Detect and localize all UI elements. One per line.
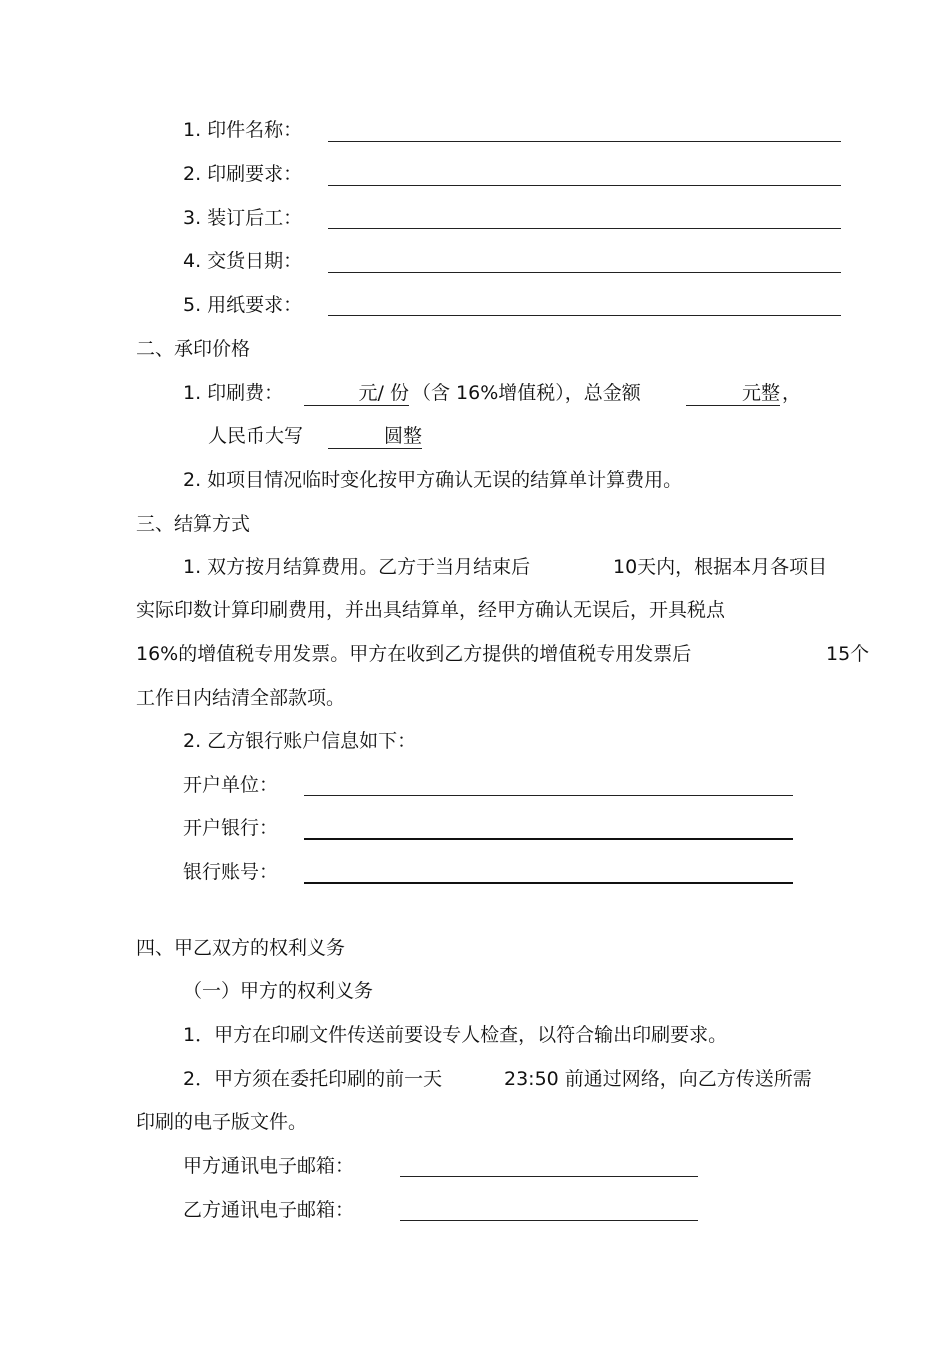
bank-name-field[interactable] — [304, 838, 793, 840]
comma-text: ， — [782, 382, 802, 404]
account-holder-label: 开户单位： — [183, 774, 279, 796]
print-fee-label: 1. 印刷费： — [183, 382, 284, 404]
binding-field[interactable] — [328, 228, 841, 229]
rmb-label: 人民币大写 — [208, 425, 304, 447]
item-delivery-date-label: 4. 交货日期： — [183, 250, 303, 272]
item-print-requirements-label: 2. 印刷要求： — [183, 163, 303, 185]
rights-item-2-a: 2．甲方须在委托印刷的前一天 — [183, 1068, 443, 1090]
settlement-p1-line3-b: 15个 — [826, 643, 870, 665]
item-print-name-label: 1. 印件名称： — [183, 119, 303, 141]
section-heading-price: 二、承印价格 — [136, 338, 251, 360]
bank-info-intro: 2. 乙方银行账户信息如下： — [183, 730, 417, 752]
settlement-p1-line1-b: 10天内，根据本月各项目 — [613, 556, 828, 578]
account-number-label: 银行账号： — [183, 861, 279, 883]
unit-price-field[interactable]: 元/ 份 — [304, 381, 409, 406]
tax-note: （含 16%增值税），总金额 — [412, 382, 641, 404]
party-b-email-label: 乙方通讯电子邮箱： — [183, 1199, 355, 1221]
print-requirements-field[interactable] — [328, 185, 841, 186]
item-binding-label: 3. 装订后工： — [183, 207, 303, 229]
item-paper-requirements-label: 5. 用纸要求： — [183, 294, 303, 316]
price-item-2: 2. 如项目情况临时变化按甲方确认无误的结算单计算费用。 — [183, 469, 683, 491]
settlement-p1-line2: 实际印数计算印刷费用，并出具结算单，经甲方确认无误后，开具税点 — [136, 599, 726, 621]
party-b-email-field[interactable] — [400, 1220, 698, 1221]
section-heading-settlement: 三、结算方式 — [136, 513, 251, 535]
print-name-field[interactable] — [328, 141, 841, 142]
paper-requirements-field[interactable] — [328, 315, 841, 316]
settlement-p1-line4: 工作日内结清全部款项。 — [136, 687, 346, 709]
rights-item-1: 1．甲方在印刷文件传送前要设专人检查，以符合输出印刷要求。 — [183, 1024, 728, 1046]
account-holder-field[interactable] — [304, 795, 793, 796]
section-heading-rights: 四、甲乙双方的权利义务 — [136, 937, 346, 959]
settlement-p1-line3-a: 16%的增值税专用发票。甲方在收到乙方提供的增值税专用发票后 — [136, 643, 692, 665]
rmb-amount-field[interactable]: 圆整 — [328, 424, 422, 449]
bank-name-label: 开户银行： — [183, 817, 279, 839]
delivery-date-field[interactable] — [328, 272, 841, 273]
rights-item-2-b: 23:50 前通过网络，向乙方传送所需 — [504, 1068, 812, 1090]
account-number-field[interactable] — [304, 882, 793, 884]
party-a-email-field[interactable] — [400, 1176, 698, 1177]
rights-item-2-line2: 印刷的电子版文件。 — [136, 1111, 308, 1133]
party-a-rights-subheading: （一）甲方的权利义务 — [183, 980, 374, 1002]
party-a-email-label: 甲方通讯电子邮箱： — [183, 1155, 355, 1177]
settlement-p1-line1-a: 1. 双方按月结算费用。乙方于当月结束后 — [183, 556, 531, 578]
total-amount-field[interactable]: 元整 — [686, 381, 780, 406]
